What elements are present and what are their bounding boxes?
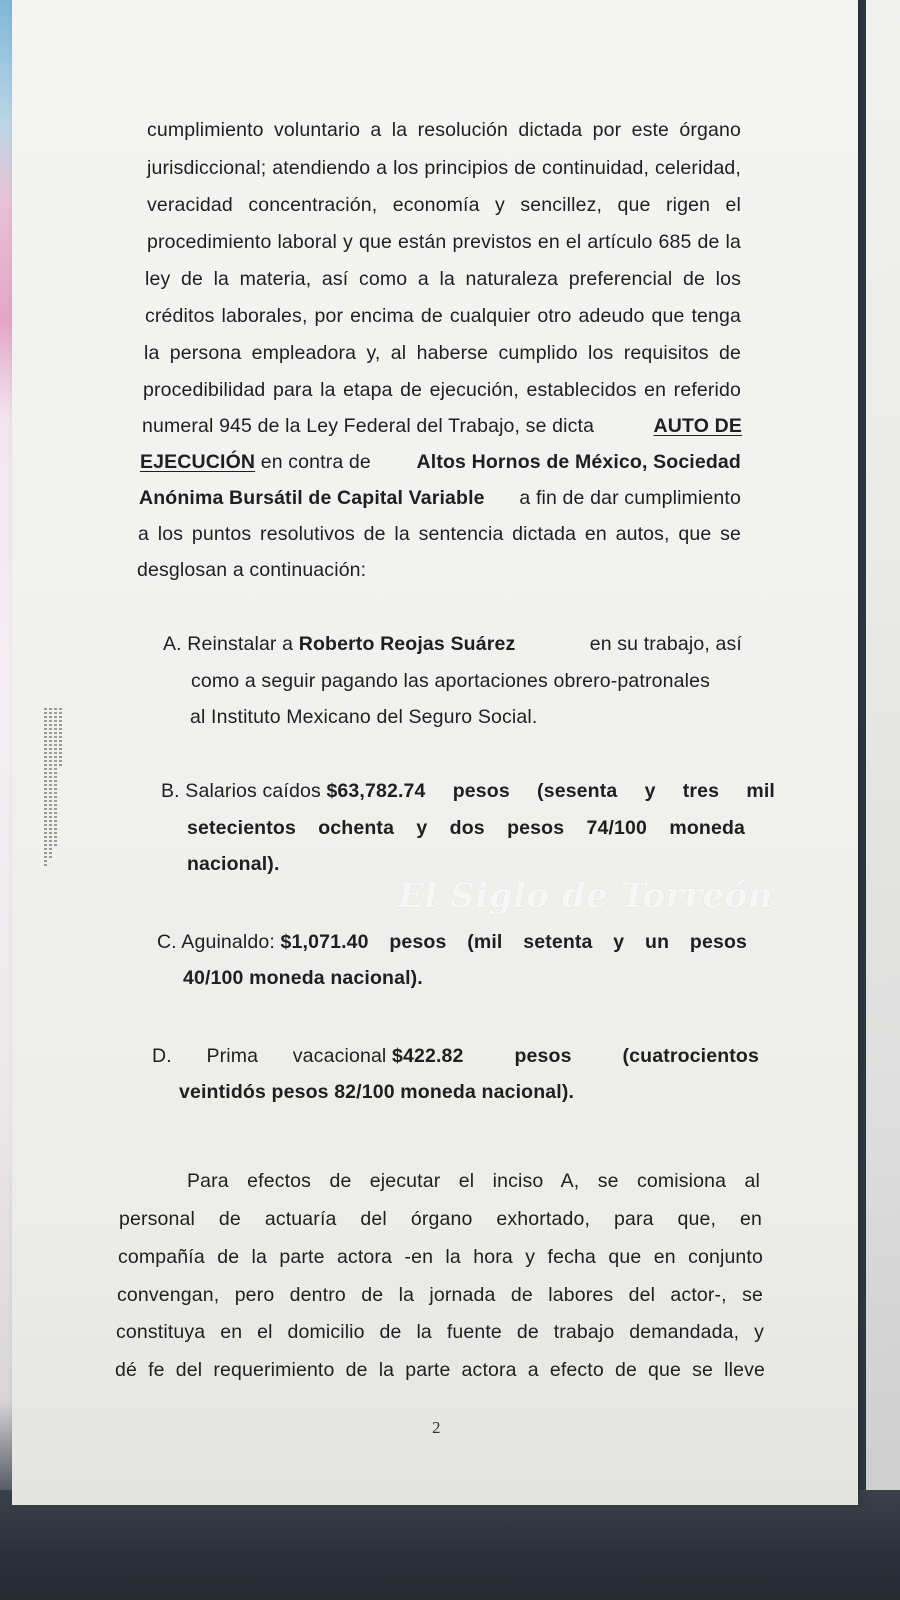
amount-text: $63,782.74 pesos (sesenta y tres mil	[326, 780, 775, 802]
list-item-text: al Instituto Mexicano del Seguro Social.	[190, 706, 538, 728]
page-number: 2	[432, 1418, 441, 1437]
list-item-text: como a seguir pagando las aportaciones obrero-patronales	[191, 670, 710, 692]
official-seal-fragment	[866, 0, 900, 160]
list-item-text: B. Salarios caídos	[161, 780, 327, 802]
text-line: constituya en el domicilio de la fuente de trabajo demandada, y	[116, 1321, 764, 1343]
list-item-text: en su trabajo, así	[584, 633, 742, 655]
text-line: jurisdiccional; atendiendo a los principios de continuidad, celeridad,	[147, 157, 741, 179]
text-line: personal de actuaría del órgano exhortado, para que, en	[119, 1208, 762, 1230]
list-item-b	[161, 779, 775, 803]
text-line-plain: a fin de dar cumplimiento	[519, 487, 741, 509]
text-line-plain: numeral 945 de la Ley Federal del Trabajo, se dicta	[142, 415, 595, 437]
auto-de-heading: AUTO DE	[653, 415, 742, 437]
text-line: Para efectos de ejecutar el inciso A, se comisiona al	[187, 1170, 760, 1192]
text-line: la persona empleadora y, al haberse cumplido los requisitos de	[144, 342, 741, 364]
text-line: a los puntos resolutivos de la sentencia dictada en autos, que se	[138, 523, 741, 545]
text-line: procedimiento laboral y que están previstos en el artículo 685 de la	[147, 231, 741, 253]
company-name: Altos Hornos de México, Sociedad	[416, 451, 741, 473]
background-bottom	[0, 1490, 900, 1600]
text-line-plain: en contra de	[255, 451, 377, 473]
list-item-a	[163, 632, 742, 656]
amount-text: $1,071.40 pesos (mil setenta y un pesos	[280, 931, 747, 953]
text-line	[140, 450, 741, 474]
list-item-c	[157, 930, 747, 954]
list-item-text: A. Reinstalar a	[163, 633, 299, 655]
electronic-signature-stamp	[44, 708, 84, 878]
text-line: créditos laborales, por encima de cualquier otro adeudo que tenga	[145, 305, 741, 327]
amount-text: $422.82 pesos (cuatrocientos	[392, 1045, 759, 1067]
list-item-d	[152, 1044, 759, 1068]
list-item-text: C. Aguinaldo:	[157, 931, 281, 953]
text-line: compañía de la parte actora -en la hora y fecha que en conjunto	[118, 1246, 763, 1268]
text-line: ley de la materia, así como a la naturaleza preferencial de los	[145, 268, 741, 290]
text-line: cumplimiento voluntario a la resolución dictada por este órgano	[147, 119, 741, 141]
document-page	[12, 0, 858, 1505]
text-line	[142, 414, 742, 438]
ejecucion-heading: EJECUCIÓN	[140, 451, 256, 473]
amount-text: setecientos ochenta y dos pesos 74/100 moneda	[187, 817, 745, 839]
company-name: Anónima Bursátil de Capital Variable	[139, 487, 485, 509]
text-line	[139, 486, 741, 510]
amount-text: 40/100 moneda nacional).	[183, 967, 423, 989]
text-line: desglosan a continuación:	[137, 559, 367, 581]
text-line: dé fe del requerimiento de la parte actora a efecto de que se lleve	[115, 1359, 765, 1381]
text-line: convengan, pero dentro de la jornada de labores del actor-, se	[117, 1284, 763, 1306]
text-line: procedibilidad para la etapa de ejecución, establecidos en referido	[143, 379, 741, 401]
background-right-edge	[866, 0, 900, 1500]
text-line: veracidad concentración, economía y sencillez, que rigen el	[147, 194, 741, 216]
worker-name: Roberto Reojas Suárez	[298, 633, 516, 655]
amount-text: nacional).	[187, 853, 280, 875]
list-item-text: D. Prima vacacional	[152, 1045, 392, 1067]
newspaper-watermark: El Siglo de Torreón	[398, 876, 774, 916]
amount-text: veintidós pesos 82/100 moneda nacional).	[179, 1081, 575, 1103]
